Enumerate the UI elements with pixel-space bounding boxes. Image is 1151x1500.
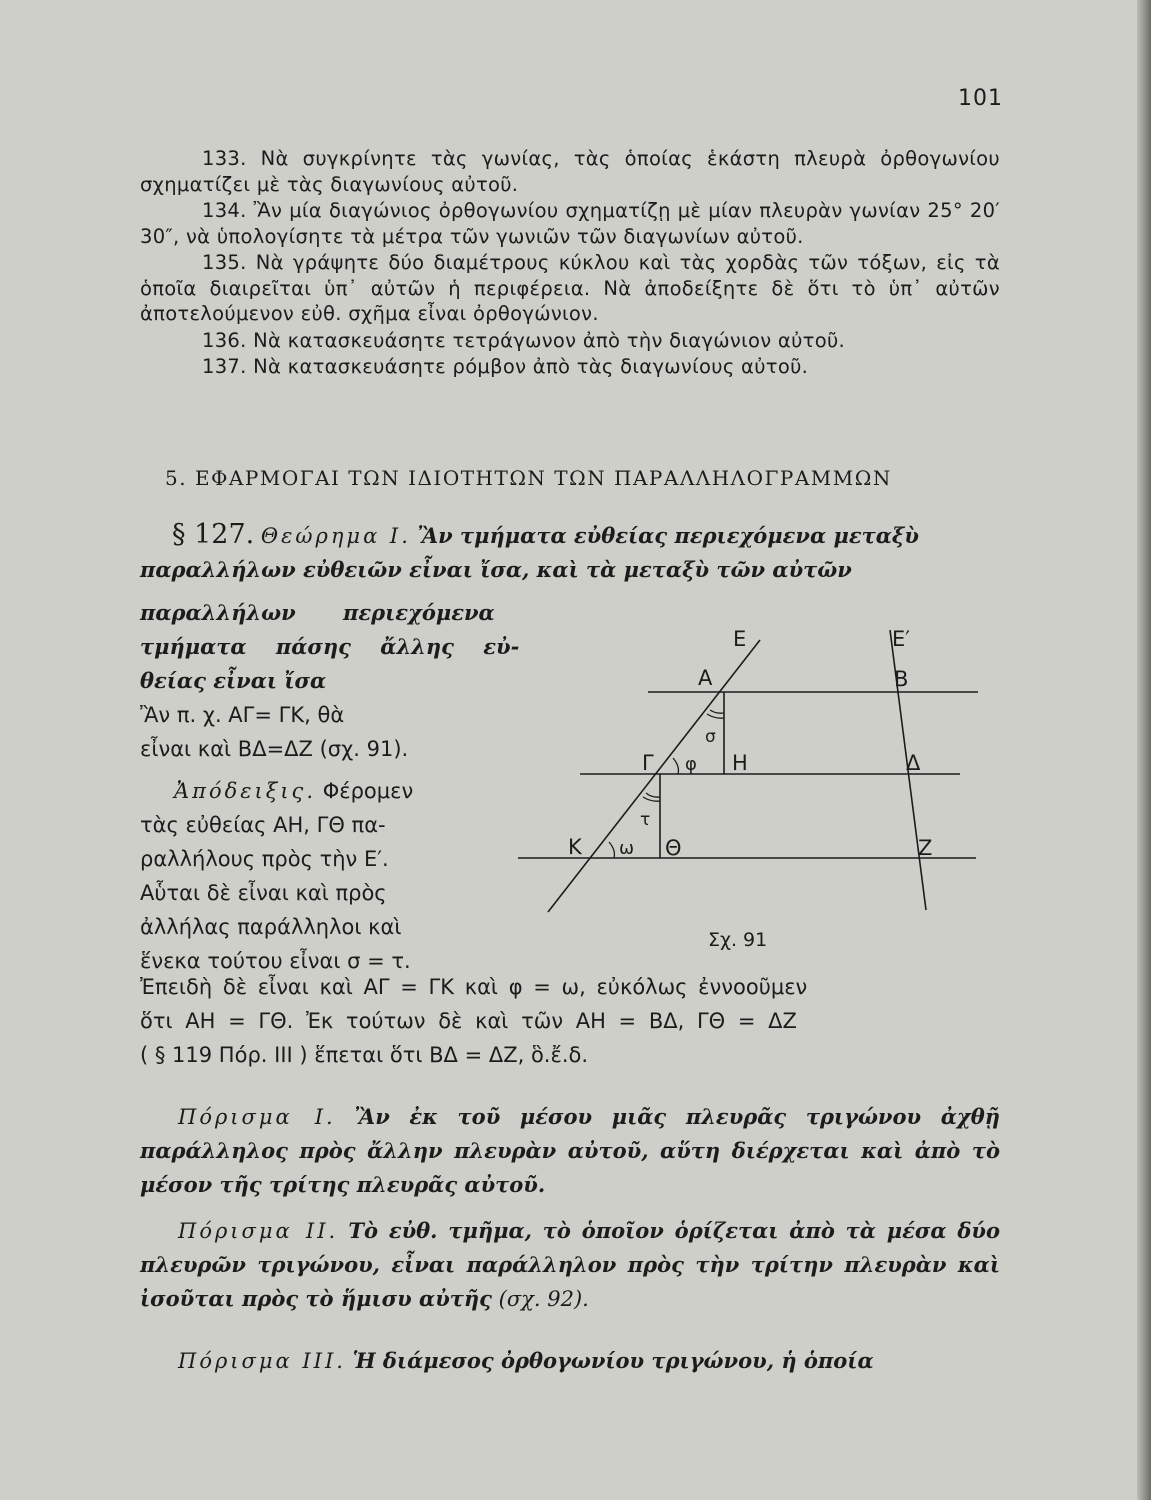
page-edge-shadow: [1137, 0, 1151, 1500]
section-number: § 127.: [172, 519, 255, 550]
proof-line: Φέρομεν: [322, 779, 414, 803]
porisma-ref: (σχ. 92).: [498, 1287, 589, 1311]
exercise-134: 134. Ἂν μία διαγώνιος ὀρθογωνίου σχηματίζῃ μὲ μίαν πλευρὰν γωνίαν 25° 20′ 30″, νὰ ὑπολογίσητε τὰ μέτρα τῶν γωνιῶν τῶν διαγωνίων αὐτοῦ.: [140, 199, 1000, 248]
exercise-137: 137. Νὰ κατασκευάσητε ρόμβον ἀπὸ τὰς διαγωνίους αὐτοῦ.: [202, 355, 809, 378]
angle-phi-arc: [673, 758, 678, 774]
theorem-heading: [140, 518, 1002, 587]
statement-line: θείας εἶναι ἴσα: [140, 668, 327, 693]
transversal-e: [548, 640, 760, 912]
exercise-135: 135. Νὰ γράψητε δύο διαμέτρους κύκλου καὶ τὰς χορδὰς τῶν τόξων, εἰς τὰ ὁποῖα διαιρεῖται ὑπ᾽ αὐτῶν ἡ περιφέρεια. Νὰ ἀποδείξητε δὲ ὅτι τὸ ὑπ᾽ αὐτῶν ἀποτελούμενον εὐθ. σχῆμα εἶναι ὀρθογώνιον.: [140, 251, 1000, 325]
exercise-list: [140, 146, 1000, 380]
figure-caption: Σχ. 91: [708, 929, 768, 951]
proof-line: ἀλλήλας παράλληλοι καὶ: [140, 915, 402, 939]
label-a: Α: [698, 666, 713, 690]
proof-rest-line: Ἐπειδὴ δὲ εἶναι καὶ ΑΓ = ΓΚ καὶ φ = ω, εὐκόλως ἐννοοῦμεν: [140, 975, 808, 999]
given-line: Ἂν π. χ. ΑΓ= ΓΚ, θὰ: [140, 703, 345, 727]
porisma-1: [140, 1100, 1000, 1202]
exercise-133: 133. Νὰ συγκρίνητε τὰς γωνίας, τὰς ὁποίας ἑκάστη πλευρὰ ὀρθογωνίου σχηματίζει μὲ τὰς διαγωνίους αὐτοῦ.: [140, 147, 1000, 196]
angle-omega-arc: [609, 842, 614, 858]
proof-line: ἕνεκα τούτου εἶναι σ = τ.: [140, 949, 411, 973]
section-heading: 5. ΕΦΑΡΜΟΓΑΙ ΤΩΝ ΙΔΙΟΤΗΤΩΝ ΤΩΝ ΠΑΡΑΛΛΗΛΟΓΡΑΜΜΩΝ: [165, 466, 892, 490]
label-eta: Η: [732, 751, 748, 775]
porisma-3: [140, 1344, 1000, 1378]
label-b: Β: [894, 667, 909, 691]
label-omega: ω: [619, 838, 635, 859]
exercise-136: 136. Νὰ κατασκευάσητε τετράγωνον ἀπὸ τὴν διαγώνιον αὐτοῦ.: [202, 328, 846, 352]
porisma-text: Ἂν ἐκ τοῦ μέσου μιᾶς πλευρᾶς τριγώνου ἀχθῇ παράλληλος πρὸς ἄλλην πλευρὰν αὐτοῦ, αὕτη διέρχεται καὶ ἀπὸ τὸ μέσον τῆς τρίτης πλευρᾶς αὐτοῦ.: [140, 1104, 1000, 1197]
figure-91: [500, 610, 990, 955]
porisma-2: [140, 1214, 1000, 1316]
label-delta: Δ: [906, 751, 921, 775]
porisma-text: Ἡ διάμεσος ὀρθογωνίου τριγώνου, ἡ ὁποία: [352, 1348, 874, 1373]
proof-line: ραλλήλους πρὸς τὴν Ε′.: [140, 847, 389, 871]
proof-line: τὰς εὐθείας ΑΗ, ΓΘ πα-: [140, 813, 386, 837]
proof-line: Αὗται δὲ εἶναι καὶ πρὸς: [140, 881, 387, 905]
statement-line: τμήματα πάσης ἄλλης εὐ-: [140, 634, 520, 659]
porisma-label: Πόρισμα ΙΙ.: [178, 1219, 339, 1243]
label-e: Ε: [733, 627, 747, 651]
angle-sigma-arc: [707, 714, 724, 718]
label-e-prime: Ε′: [892, 627, 911, 651]
proof-continuation: [140, 970, 1002, 1072]
label-k: Κ: [568, 835, 582, 859]
label-sigma: σ: [705, 727, 716, 747]
porisma-text: Τὸ εὐθ. τμῆμα, τὸ ὁποῖον ὁρίζεται ἀπὸ τὰ μέσα δύο πλευρῶν τριγώνου, εἶναι παράλληλον πρὸς τὴν τρίτην πλευρὰν καὶ ἰσοῦται πρὸς τὸ ἥμισυ αὐτῆς: [140, 1218, 1000, 1311]
porisma-label: Πόρισμα Ι.: [178, 1105, 336, 1129]
proof-rest-line: ὅτι ΑΗ = ΓΘ. Ἐκ τούτων δὲ καὶ τῶν ΑΗ = ΒΔ, ΓΘ = ΔΖ: [140, 1009, 797, 1033]
proof-label: Ἀπόδειξις.: [174, 779, 316, 803]
porisma-label: Πόρισμα ΙΙΙ.: [178, 1349, 346, 1373]
label-tau: τ: [640, 810, 651, 830]
page-number: 101: [958, 86, 1003, 111]
label-theta: Θ: [665, 836, 682, 860]
given-line: εἶναι καὶ ΒΔ=ΔΖ (σχ. 91).: [140, 737, 409, 761]
angle-tau-arc: [646, 793, 660, 797]
label-phi: φ: [685, 754, 697, 775]
theorem-label: Θεώρημα Ι.: [260, 524, 411, 548]
statement-line: παραλλήλων περιεχόμενα: [140, 600, 495, 625]
label-z: Ζ: [918, 836, 933, 860]
angle-sigma-arc: [710, 710, 724, 713]
proof-rest-line: ( § 119 Πόρ. ΙΙΙ ) ἕπεται ὅτι ΒΔ = ΔΖ, ὃ.ἔ.δ.: [140, 1043, 589, 1067]
theorem-left-column: [140, 596, 520, 978]
theorem-statement-head: Ἂν τμήματα εὐθείας περιεχόμενα μεταξὺ παραλλήλων εὐθειῶν εἶναι ἴσα, καὶ τὰ μεταξὺ τῶν αὐτῶν: [140, 523, 919, 582]
label-gamma: Γ: [642, 751, 654, 775]
